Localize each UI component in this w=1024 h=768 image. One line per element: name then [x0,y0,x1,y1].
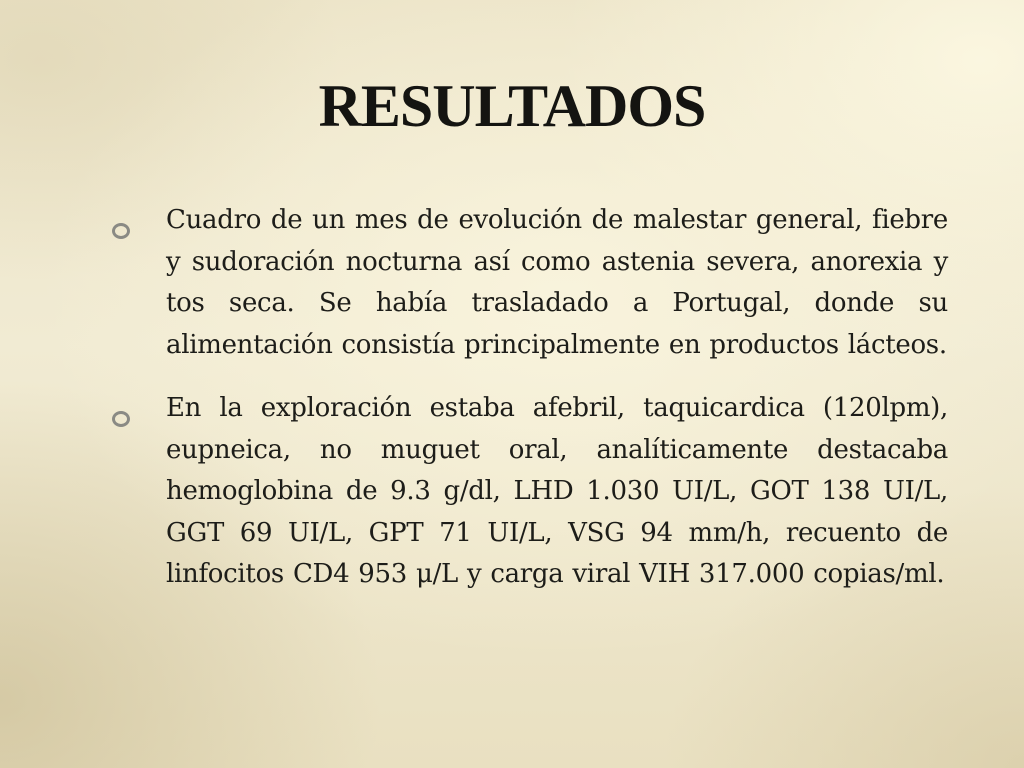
bullet-item [112,388,948,596]
bullet-list [112,200,948,618]
ring-bullet-icon [112,223,130,239]
slide-title: RESULTADOS [318,73,706,139]
ring-bullet-icon [112,411,130,427]
bullet-item [112,200,948,366]
bullet-text: En la exploración estaba afebril, taquicardica (120lpm), eupneica, no muguet oral, analíticamente destacaba hemoglobina de 9.3 g/dl, LHD 1.030 UI/L, GOT 138 UI/L, GGT 69 UI/L, GPT 71 UI/L, VSG 94 mm/h, recuento de linfocitos CD4 953 μ/L y carga viral VIH 317.000 copias/ml. [166,393,948,589]
bullet-text: Cuadro de un mes de evolución de malestar general, fiebre y sudoración nocturna así como astenia severa, anorexia y tos seca. Se había trasladado a Portugal, donde su alimentación consistía principalmente en productos lácteos. [166,205,948,360]
